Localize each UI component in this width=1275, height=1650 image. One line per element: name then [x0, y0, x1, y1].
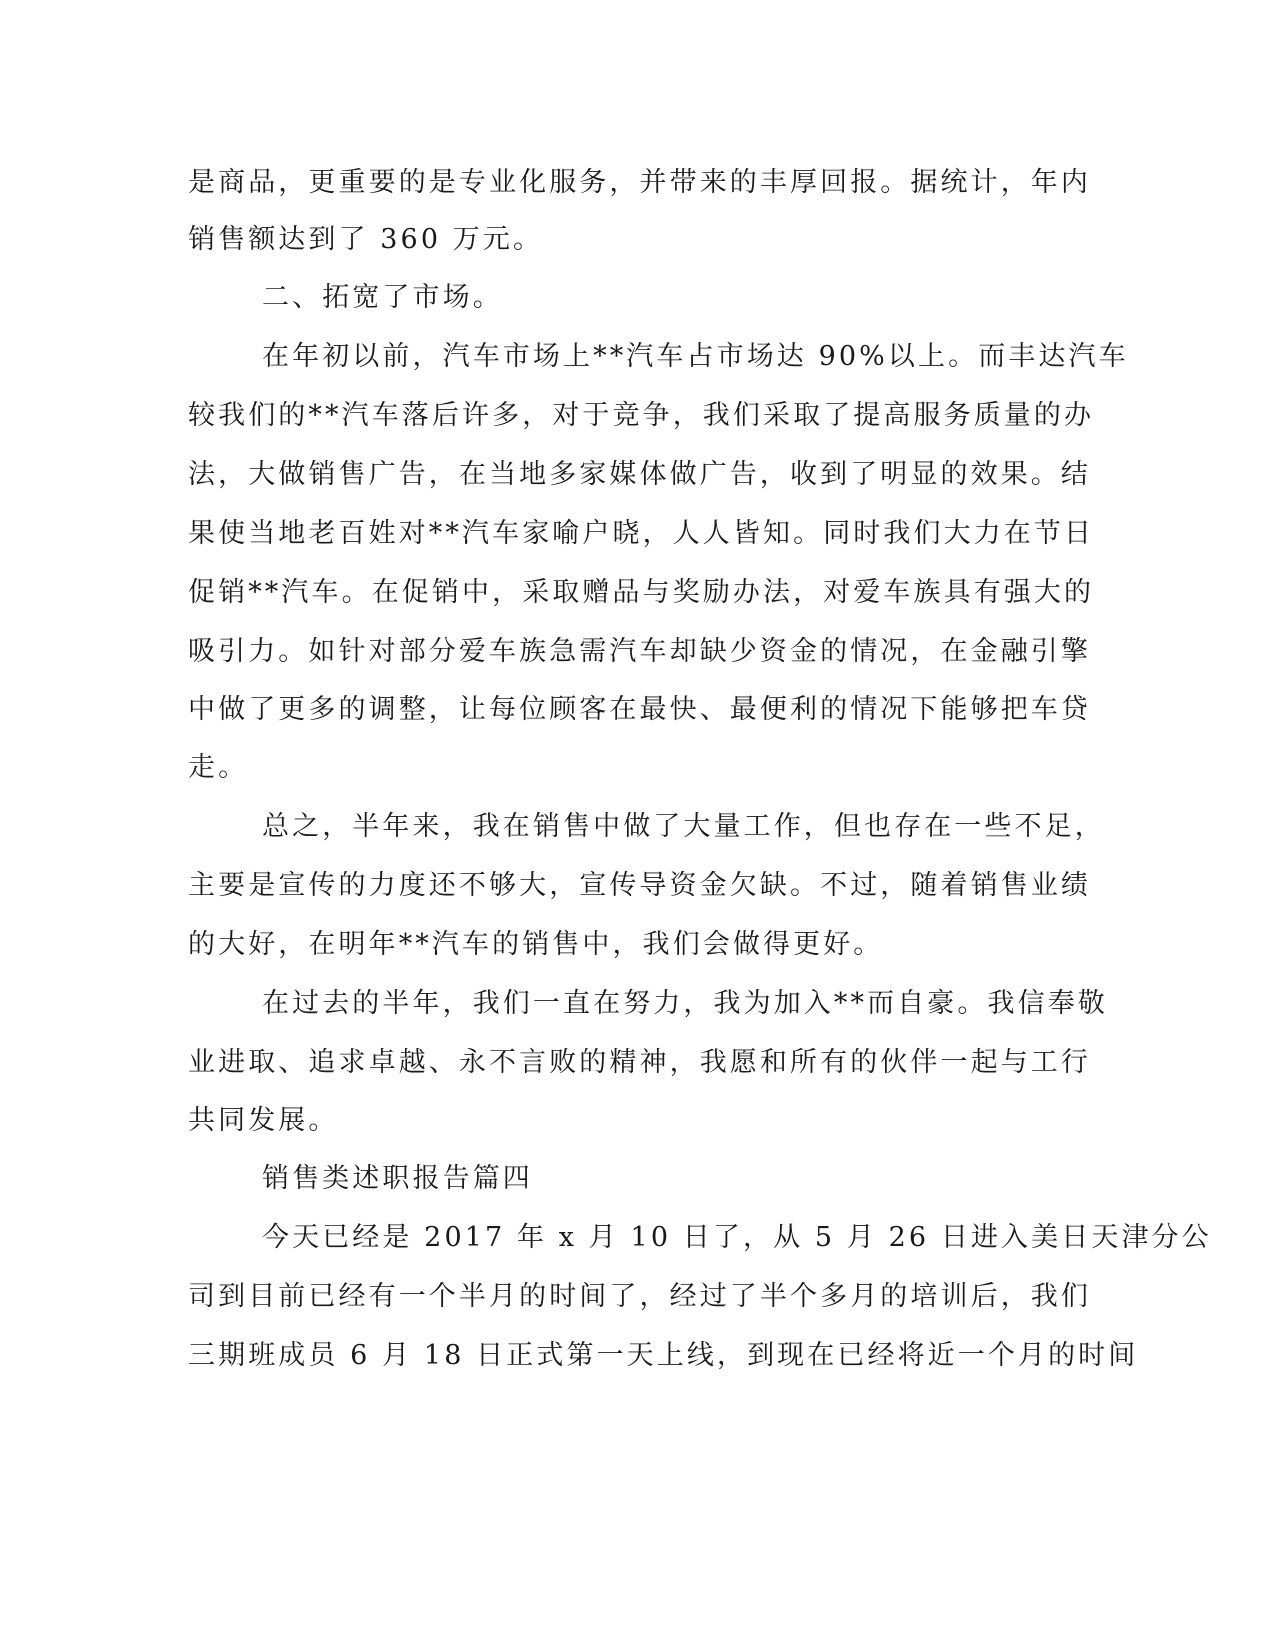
text-line: 销售额达到了 360 万元。 — [188, 224, 544, 255]
text-line: 今天已经是 2017 年 x 月 10 日了，从 5 月 26 日进入美日天津分公 — [262, 1222, 1212, 1253]
text-line: 在过去的半年，我们一直在努力，我为加入**而自豪。我信奉敬 — [262, 988, 1108, 1019]
text-line: 三期班成员 6 月 18 日正式第一天上线，到现在已经将近一个月的时间 — [188, 1340, 1139, 1371]
text-line: 法，大做销售广告，在当地多家媒体做广告，收到了明显的效果。结 — [188, 459, 1091, 490]
text-line: 果使当地老百姓对**汽车家喻户晓，人人皆知。同时我们大力在节日 — [188, 518, 1095, 549]
text-line: 总之，半年来，我在销售中做了大量工作，但也存在一些不足， — [262, 811, 1105, 842]
section-heading: 销售类述职报告篇四 — [262, 1163, 533, 1194]
text-line: 的大好，在明年**汽车的销售中，我们会做得更好。 — [188, 929, 884, 960]
text-line: 业进取、追求卓越、永不言败的精神，我愿和所有的伙伴一起与工行 — [188, 1047, 1091, 1078]
text-line: 在年初以前，汽车市场上**汽车占市场达 90%以上。而丰达汽车 — [262, 341, 1129, 372]
text-line: 是商品，更重要的是专业化服务，并带来的丰厚回报。据统计，年内 — [188, 167, 1091, 198]
section-heading: 二、拓宽了市场。 — [262, 282, 503, 313]
text-line: 司到目前已经有一个半月的时间了，经过了半个多月的培训后，我们 — [188, 1281, 1091, 1312]
text-line: 较我们的**汽车落后许多，对于竞争，我们采取了提高服务质量的办 — [188, 400, 1095, 431]
text-line: 中做了更多的调整，让每位顾客在最快、最便利的情况下能够把车贷 — [188, 694, 1091, 725]
text-line: 主要是宣传的力度还不够大，宣传导资金欠缺。不过，随着销售业绩 — [188, 870, 1091, 901]
text-line: 促销**汽车。在促销中，采取赠品与奖励办法，对爱车族具有强大的 — [188, 577, 1095, 608]
text-line: 共同发展。 — [188, 1105, 339, 1136]
text-line: 走。 — [188, 752, 249, 783]
text-line: 吸引力。如针对部分爱车族急需汽车却缺少资金的情况，在金融引擎 — [188, 636, 1091, 667]
